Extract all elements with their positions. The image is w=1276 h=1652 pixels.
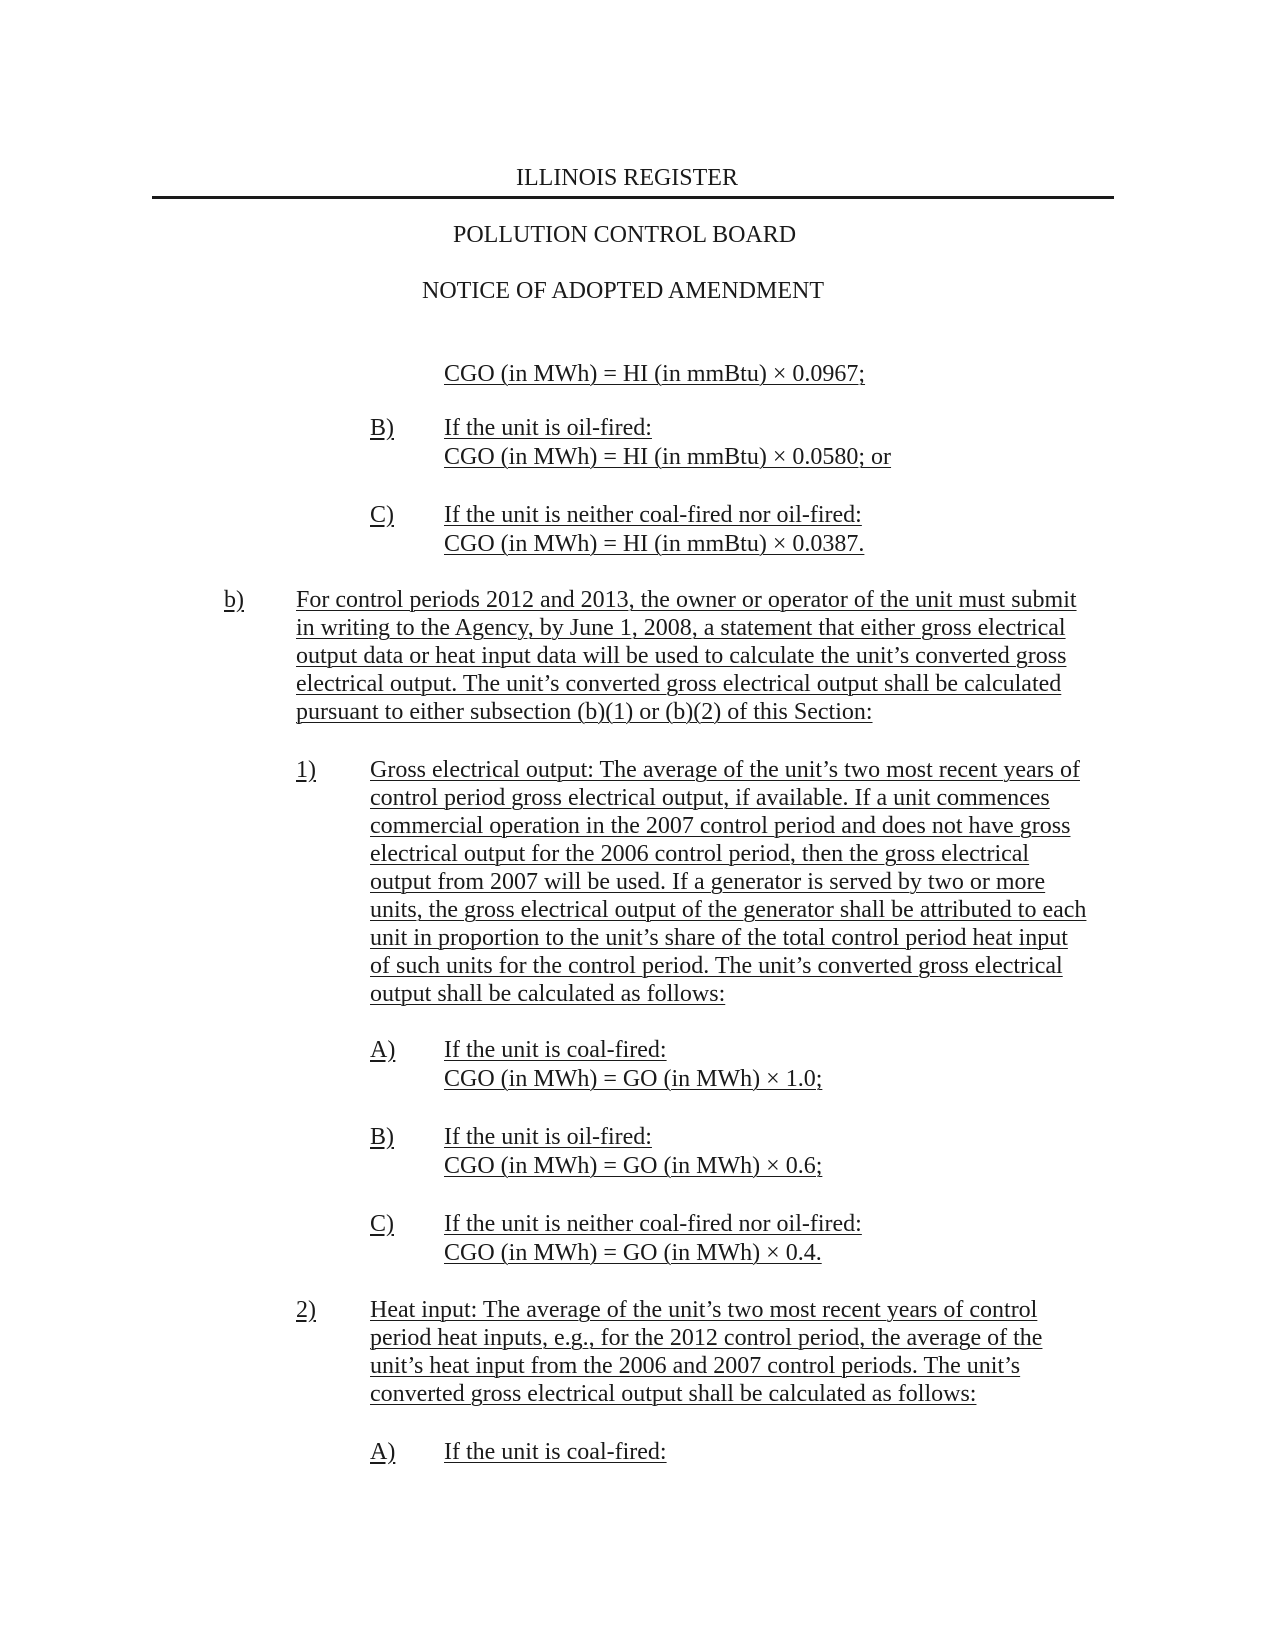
item2-line: period heat inputs, e.g., for the 2012 control period, the average of the [370, 1325, 1043, 1351]
item2-line: unit’s heat input from the 2006 and 2007 control periods. The unit’s [370, 1353, 1021, 1379]
item1-line: Gross electrical output: The average of the unit’s two most recent years of [370, 757, 1080, 783]
item1-line: output shall be calculated as follows: [370, 981, 726, 1007]
item1-line: output from 2007 will be used. If a generator is served by two or more [370, 869, 1046, 895]
other-fuel-gross-output-formula: CGO (in MWh) = GO (in MWh) × 0.4. [444, 1240, 822, 1266]
item-label-2: 2) [296, 1297, 316, 1323]
item-label-1-A: A) [370, 1037, 396, 1063]
item-label-a-C: C) [370, 502, 394, 528]
register-title: ILLINOIS REGISTER [516, 165, 738, 191]
oil-heat-input-formula: CGO (in MWh) = HI (in mmBtu) × 0.0580; or [444, 444, 892, 470]
item-label-1-C: C) [370, 1211, 394, 1237]
other-fuel-condition: If the unit is neither coal-fired nor oil-fired: [444, 1211, 862, 1237]
item1-line: control period gross electrical output, if available. If a unit commences [370, 785, 1050, 811]
item2-line: Heat input: The average of the unit’s two most recent years of control [370, 1297, 1038, 1323]
item1-line: unit in proportion to the unit’s share of the total control period heat input [370, 925, 1068, 951]
notice-title: NOTICE OF ADOPTED AMENDMENT [422, 278, 824, 304]
oil-condition: If the unit is oil-fired: [444, 1124, 652, 1150]
board-name: POLLUTION CONTROL BOARD [453, 222, 797, 248]
item-label-a-B: B) [370, 415, 394, 441]
subsection-b-line: For control periods 2012 and 2013, the owner or operator of the unit must submit [296, 587, 1077, 613]
coal-heat-input-formula: CGO (in MWh) = HI (in mmBtu) × 0.0967; [444, 361, 866, 387]
subsection-b-line: electrical output. The unit’s converted gross electrical output shall be calculated [296, 671, 1062, 697]
item1-line: electrical output for the 2006 control period, then the gross electrical [370, 841, 1030, 867]
subsection-b-line: in writing to the Agency, by June 1, 2008, a statement that either gross electrical [296, 615, 1066, 641]
other-fuel-heat-input-formula: CGO (in MWh) = HI (in mmBtu) × 0.0387. [444, 531, 865, 557]
coal-gross-output-formula: CGO (in MWh) = GO (in MWh) × 1.0; [444, 1066, 823, 1092]
item-label-2-A: A) [370, 1439, 396, 1465]
item-label-1-B: B) [370, 1124, 394, 1150]
item-label-1: 1) [296, 757, 316, 783]
item1-line: commercial operation in the 2007 control period and does not have gross [370, 813, 1071, 839]
coal-condition: If the unit is coal-fired: [444, 1439, 667, 1465]
item1-line: of such units for the control period. The unit’s converted gross electrical [370, 953, 1063, 979]
other-fuel-condition: If the unit is neither coal-fired nor oil-fired: [444, 502, 862, 528]
oil-condition: If the unit is oil-fired: [444, 415, 652, 441]
subsection-b-line: output data or heat input data will be used to calculate the unit’s converted gross [296, 643, 1067, 669]
coal-condition: If the unit is coal-fired: [444, 1037, 667, 1063]
subsection-b-line: pursuant to either subsection (b)(1) or (b)(2) of this Section: [296, 699, 873, 725]
subsection-label-b: b) [224, 587, 244, 613]
oil-gross-output-formula: CGO (in MWh) = GO (in MWh) × 0.6; [444, 1153, 823, 1179]
item1-line: units, the gross electrical output of the generator shall be attributed to each [370, 897, 1087, 923]
item2-line: converted gross electrical output shall be calculated as follows: [370, 1381, 977, 1407]
header-rule [152, 196, 1114, 199]
